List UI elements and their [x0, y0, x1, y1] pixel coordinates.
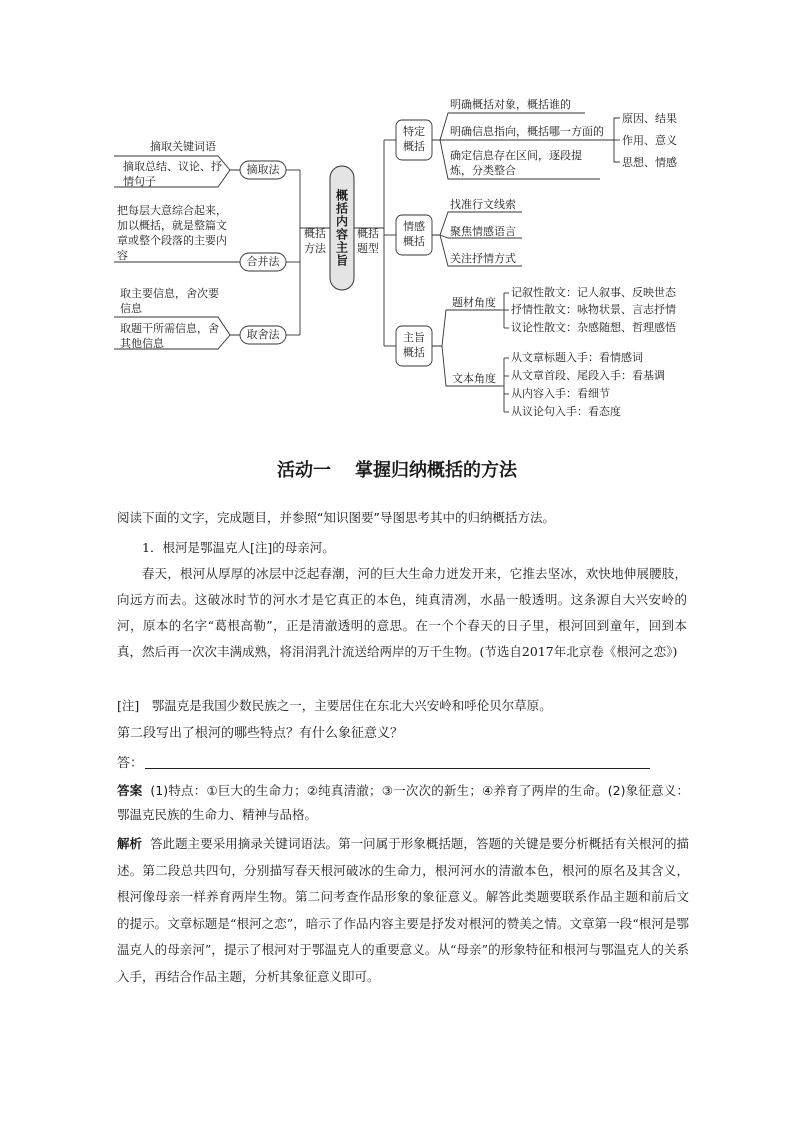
answer-line — [117, 752, 687, 771]
passage-heading: 1．根河是鄂温克人[注]的母亲河。 — [142, 540, 335, 555]
mindmap-center-label: 概括内容主旨 — [334, 189, 349, 267]
text-item-2: 从文章首段、尾段入手：看基调 — [511, 369, 665, 382]
analysis-block — [117, 831, 689, 990]
instructions: 阅读下面的文字，完成题目，并参照“知识图要”导图思考其中的归纳概括方法。 — [117, 510, 555, 525]
passage-paragraph: 春天，根河从厚厚的冰层中泛起春潮，河的巨大生命力迸发开来，它推去坚冰，欢快地伸展腰肢，向远方而去。这破冰时节的河水才是它真正的本色，纯真清冽，水晶一般透明。这条源自大兴安岭的河，原本的名字“葛根高勒”，正是清澈透明的意思。在一个个春天的日子里，根河回到童年，回到本真，然后再一次次丰满成熟，将涓涓乳汁流送给两岸的万千生物。(节选自2017年北京卷《根河之恋》) — [117, 566, 687, 659]
specific-item-2: 明确信息指向，概括哪一方面的 — [450, 125, 604, 138]
method-extract-item-1: 摘取关键词语 — [150, 140, 216, 153]
text-item-3: 从内容入手：看细节 — [511, 387, 610, 400]
specific-item-3: 确定信息存在区间，逐段提炼，分类整合 — [450, 149, 582, 177]
reading-passage — [117, 535, 687, 665]
answer-blank — [145, 768, 650, 769]
type-specific-name: 特定概括 — [403, 125, 425, 153]
method-merge-name: 合并法 — [246, 255, 280, 268]
method-extract-item-2: 摘取总结、议论、抒情句子 — [123, 160, 222, 188]
types-label: 概括题型 — [357, 227, 379, 255]
text-item-4: 从议论句入手：看态度 — [511, 405, 621, 418]
theme-group-subject: 题材角度 — [452, 296, 496, 309]
answer-block — [117, 779, 689, 827]
methods-label: 概括方法 — [304, 227, 326, 255]
theme-group-text: 文本角度 — [452, 372, 496, 385]
method-extract-name: 摘取法 — [246, 163, 280, 176]
type-emotion-name: 情感概括 — [403, 220, 425, 248]
answer-text: (1)特点：①巨大的生命力；②纯真清澈；③一次次的新生；④养育了两岸的生命。(2)象征意义：鄂温克民族的生命力、精神与品格。 — [117, 783, 689, 822]
emotion-item-2: 聚焦情感语言 — [450, 225, 516, 238]
analysis-text: 答此题主要采用摘录关键词语法。第一问属于形象概括题，答题的关键是要分析概括有关根河的描述。第二段总共四句，分别描写春天根河破冰的生命力，根河河水的清澈本色，根河的原名及其含义，根河像母亲一样养育两岸生物。第二问考查作品形象的象征意义。解答此类题要联系作品主题和前后文的提示。文章标题是“根河之恋”，暗示了作品内容主要是抒发对根河的赞美之情。文章第一段“根河是鄂温克人的母亲河”，提示了根河对于鄂温克人的重要意义。从“母亲”的形象特征和根河与鄂温克人的关系入手，再结合作品主题，分析其象征意义即可。 — [117, 836, 689, 984]
subject-item-1: 记叙性散文：记人叙事、反映世态 — [511, 286, 676, 299]
method-merge-item-1: 把每层大意综合起来，加以概括，就是整篇文章或整个段落的主要内容 — [117, 204, 227, 262]
specific-subitem-2: 作用、意义 — [622, 134, 677, 147]
question: 第二段写出了根河的哪些特点？有什么象征意义？ — [117, 726, 404, 741]
footnote: [注] 鄂温克是我国少数民族之一，主要居住在东北大兴安岭和呼伦贝尔草原。 — [117, 698, 552, 713]
answer-label: 答案 — [117, 783, 143, 798]
specific-item-1: 明确概括对象，概括谁的 — [450, 98, 571, 111]
emotion-item-1: 找准行文线索 — [450, 198, 516, 211]
subject-item-3: 议论性散文：杂感随想、哲理感悟 — [511, 321, 676, 334]
specific-subitem-3: 思想、情感 — [622, 156, 677, 169]
knowledge-mindmap — [0, 0, 794, 440]
activity-title — [0, 456, 794, 482]
type-theme-name: 主旨概括 — [403, 331, 425, 359]
analysis-label: 解析 — [117, 836, 143, 851]
subject-item-2: 抒情性散文：咏物状景、言志抒情 — [511, 303, 676, 316]
method-select-name: 取舍法 — [246, 328, 280, 341]
activity-title-part2: 掌握归纳概括的方法 — [355, 460, 517, 481]
emotion-item-3: 关注抒情方式 — [450, 252, 516, 265]
specific-subitem-1: 原因、结果 — [622, 112, 677, 125]
method-select-item-1: 取主要信息，舍次要信息 — [120, 287, 219, 315]
text-item-1: 从文章标题入手：看情感词 — [511, 351, 643, 364]
answer-prompt: 答： — [117, 756, 144, 771]
activity-title-part1: 活动一 — [277, 460, 331, 481]
method-select-item-2: 取题干所需信息，舍其他信息 — [120, 322, 219, 350]
